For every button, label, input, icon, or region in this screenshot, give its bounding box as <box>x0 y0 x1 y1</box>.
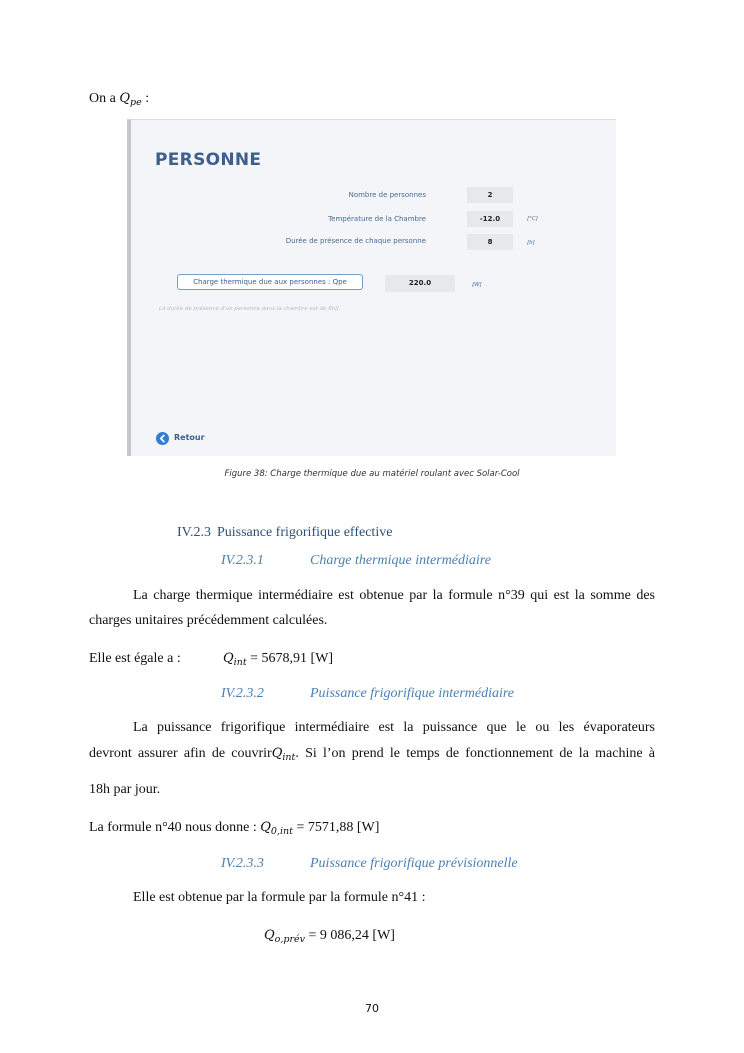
equation-1: $Q_{int} = 5678,91$ [W] <box>223 651 334 668</box>
equation-3: $Q_{o,prév} = 9$ 086,24 [W] <box>264 928 395 945</box>
input-nombre-personnes[interactable]: 2 <box>467 187 513 203</box>
subsection-title-1: Charge thermique intermédiaire <box>310 553 491 568</box>
equation-2: La formule n°40 nous donne : $Q_{0,int} = 7571,88$ [W] <box>89 820 380 837</box>
subsection-title-3: Puissance frigorifique prévisionnelle <box>310 856 518 871</box>
subsection-heading-3: IV.2.3.3 <box>221 856 264 871</box>
subsection-title-2: Puissance frigorifique intermédiaire <box>310 686 515 701</box>
intro-prefix: On a <box>89 91 120 106</box>
intro-line <box>89 90 149 112</box>
label-duree-presence: Durée de présence de chaque personne <box>285 237 426 245</box>
paragraph-3: Elle est obtenue par la formule par la formule n°41 : <box>133 890 426 905</box>
input-temperature-chambre[interactable]: -12.0 <box>467 211 513 227</box>
unit-duree: [h] <box>527 240 535 246</box>
intro-math: $Q_{pe}$ <box>119 91 142 108</box>
label-temperature-chambre: Température de la Chambre <box>328 215 426 223</box>
charge-thermique-button[interactable]: Charge thermique due aux personnes : Qpe <box>177 274 363 290</box>
subsection-heading-2: IV.2.3.2 <box>221 686 264 701</box>
intro-suffix: : <box>141 91 150 106</box>
page-number: 70 <box>365 1002 379 1015</box>
paragraph-1-line-2: charges unitaires précédemment calculées. <box>89 613 328 628</box>
unit-result: [W] <box>472 282 482 288</box>
screenshot-panel <box>127 119 616 456</box>
input-duree-presence[interactable]: 8 <box>467 234 513 250</box>
back-button[interactable]: Retour <box>174 433 205 442</box>
subsection-heading-1: IV.2.3.1 <box>221 553 264 568</box>
equation-1-prefix: Elle est égale a : <box>89 651 181 666</box>
paragraph-2-line-2: devront assurer afin de couvrirQ$_{int}$. Si l’on prend le temps de fonctionnement de la machine à <box>89 746 655 763</box>
unit-temperature: [°C] <box>527 216 538 222</box>
label-nombre-personnes: Nombre de personnes <box>348 191 426 199</box>
result-qpe-value: 220.0 <box>385 275 455 292</box>
figure-caption: Figure 38: Charge thermique due au matériel roulant avec Solar-Cool <box>224 469 520 479</box>
back-arrow-icon[interactable] <box>156 432 169 445</box>
paragraph-2-line-3: 18h par jour. <box>89 782 161 797</box>
paragraph-1-line-1: La charge thermique intermédiaire est obtenue par la formule n°39 qui est la somme des <box>133 588 655 603</box>
section-heading: IV.2.3 Puissance frigorifique effective <box>177 525 393 540</box>
panel-title: PERSONNE <box>155 150 262 170</box>
panel-note: La durée de présence d'un personne dans la chambre est de 8h/j. <box>159 306 341 312</box>
paragraph-2-line-1: La puissance frigorifique intermédiaire est la puissance que le ou les évaporateurs <box>133 720 655 735</box>
